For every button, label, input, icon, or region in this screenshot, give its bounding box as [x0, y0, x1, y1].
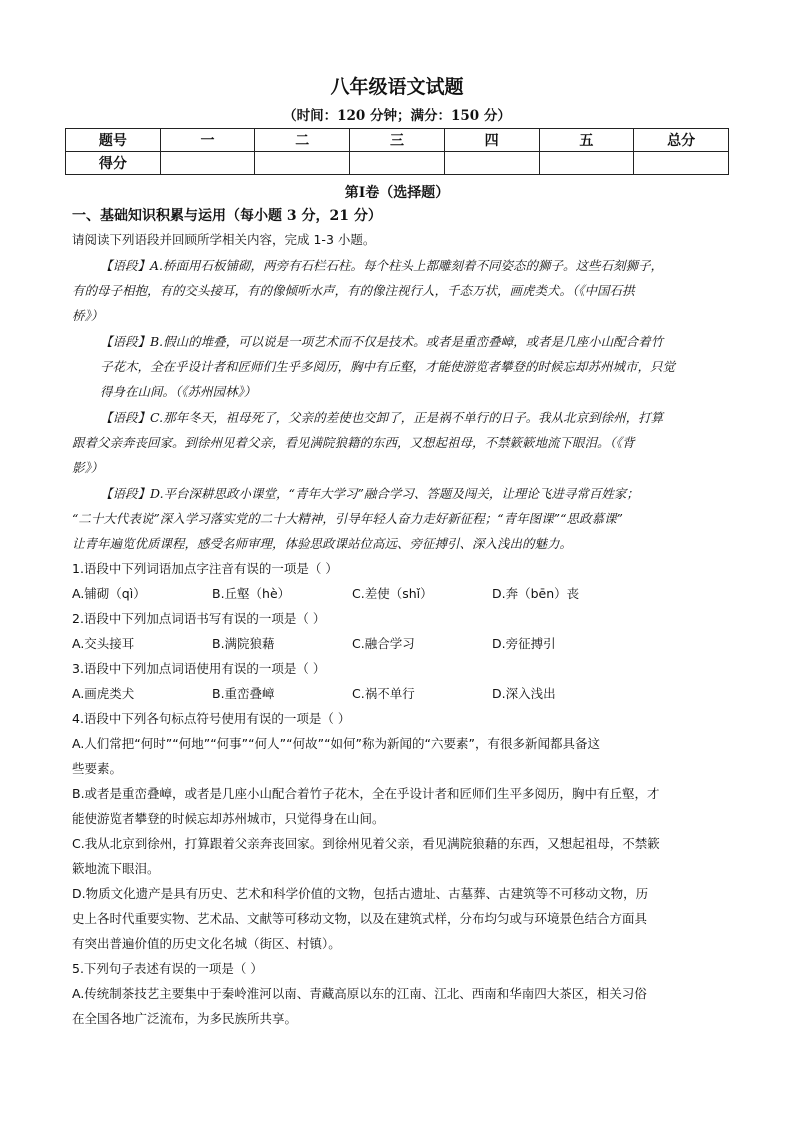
score-cell[interactable] [539, 152, 634, 175]
passage-a [72, 253, 730, 328]
passage-c [72, 405, 730, 480]
passage-b [72, 329, 730, 404]
option-b[interactable] [72, 781, 730, 831]
passage-line: 【语段】D.平台深耕思政小课堂，“青年大学习”融合学习、答题及闯关，让理论飞进寻常百姓家； [100, 486, 639, 501]
score-table-header: 一 [160, 129, 255, 152]
score-table-header: 二 [255, 129, 350, 152]
option-c[interactable] [72, 831, 730, 881]
score-table-header: 四 [444, 129, 539, 152]
option-a[interactable]: A.画虎类犬 [72, 686, 135, 701]
passage-line: 【语段】A.桥面用石板铺砌，两旁有石栏石柱。每个柱头上都雕刻着不同姿态的狮子。这些石刻狮子， [100, 258, 664, 273]
passage-line: 【语段】C.那年冬天，祖母死了，父亲的差使也交卸了，正是祸不单行的日子。我从北京到徐州，打算 [100, 410, 664, 425]
score-table [65, 128, 729, 175]
question-5 [72, 956, 730, 1031]
section-title: 第Ⅰ卷（选择题） [344, 185, 450, 201]
option-b[interactable]: B.重峦叠嶂 [212, 686, 275, 701]
page-title: 八年级语文试题 [330, 76, 464, 98]
option-c[interactable]: C.差使（shǐ） [352, 586, 433, 601]
option-d[interactable]: D.深入浅出 [492, 686, 556, 701]
question-options [72, 631, 730, 656]
score-table-header: 三 [350, 129, 445, 152]
passage-line: 子花木，全在乎设计者和匠师们生乎多阅历，胸中有丘壑，才能使游览者攀登的时候忘却苏州城市，只觉 [100, 359, 676, 374]
passage-line: “二十大代表说”深入学习落实党的二十大精神，引导年轻人奋力走好新征程；“青年图课”“思政慕课” [72, 511, 623, 526]
exam-time-score: （时间：120 分钟；满分：150 分） [283, 108, 511, 124]
option-d[interactable] [72, 881, 730, 956]
question-stem: 2.语段中下列加点词语书写有误的一项是（ ） [72, 611, 326, 626]
score-cell[interactable] [634, 152, 729, 175]
question-options [72, 681, 730, 706]
score-cell[interactable] [255, 152, 350, 175]
option-d[interactable]: D.奔（bēn）丧 [492, 586, 580, 601]
option-d[interactable]: D.旁征搏引 [492, 636, 556, 651]
option-a[interactable] [72, 731, 730, 781]
passage-line: 影》） [72, 460, 104, 475]
score-cell[interactable] [350, 152, 445, 175]
question-2 [72, 606, 730, 656]
option-line: 能使游览者攀登的时候忘却苏州城市，只觉得身在山间。 [72, 811, 385, 826]
score-table-label: 得分 [66, 152, 161, 175]
option-a[interactable]: A.交头接耳 [72, 636, 135, 651]
option-line: 簌地流下眼泪。 [72, 861, 160, 876]
passage-line: 让青年遍览优质课程，感受名师审理，体验思政课站位高远、旁征搏引、深入浅出的魅力。 [72, 536, 573, 551]
passage-line: 桥》） [72, 308, 104, 323]
question-4 [72, 706, 730, 956]
question-stem: 5.下列句子表述有误的一项是（ ） [72, 961, 263, 976]
option-b[interactable]: B.满院狼藉 [212, 636, 275, 651]
score-table-score-row [66, 152, 729, 175]
option-c[interactable]: C.祸不单行 [352, 686, 415, 701]
option-line: C.我从北京到徐州，打算跟着父亲奔丧回家。到徐州见着父亲，看见满院狼藉的东西，又想起祖母，不禁簌 [72, 836, 660, 851]
score-table-header: 五 [539, 129, 634, 152]
option-line: 有突出普遍价值的历史文化名城（街区、村镇）。 [72, 936, 341, 951]
option-line: A.人们常把“何时”“何地”“何事”“何人”“何故”“如何”称为新闻的“六要素”，有很多新闻都具备这 [72, 736, 600, 751]
question-1 [72, 556, 730, 606]
passage-line: 跟着父亲奔丧回家。到徐州见着父亲，看见满院狼籍的东西，又想起祖母，不禁簌簌地流下眼泪。（《背 [72, 435, 635, 450]
option-line: 些要素。 [72, 761, 123, 776]
question-stem: 3.语段中下列加点词语使用有误的一项是（ ） [72, 661, 326, 676]
passage-d [72, 481, 730, 556]
option-a[interactable]: A.铺砌（qì） [72, 586, 146, 601]
option-a[interactable] [72, 981, 730, 1031]
question-options [72, 581, 730, 606]
question-stem: 4.语段中下列各句标点符号使用有误的一项是（ ） [72, 711, 351, 726]
passage-line: 得身在山间。（《苏州园林》） [100, 384, 257, 399]
score-table-header: 总分 [634, 129, 729, 152]
passage-line: 【语段】B.假山的堆叠，可以说是一项艺术而不仅是技术。或者是重峦叠嶂，或者是几座小山配合着竹 [100, 334, 664, 349]
score-table-header-row [66, 129, 729, 152]
intro-text: 请阅读下列语段并回顾所学相关内容，完成 1-3 小题。 [72, 232, 376, 247]
score-cell[interactable] [160, 152, 255, 175]
content [72, 205, 730, 1031]
passage-line: 有的母子相抱，有的交头接耳，有的像倾听水声，有的像注视行人，千态万状，画虎类犬。（《中国石拱 [72, 283, 635, 298]
part-heading: 一、基础知识积累与运用（每小题 3 分，21 分） [72, 208, 382, 224]
option-b[interactable]: B.丘壑（hè） [212, 586, 291, 601]
question-3 [72, 656, 730, 706]
option-c[interactable]: C.融合学习 [352, 636, 415, 651]
option-line: 在全国各地广泛流布，为多民族所共享。 [72, 1011, 298, 1026]
option-line: A.传统制茶技艺主要集中于秦岭淮河以南、青藏高原以东的江南、江北、西南和华南四大茶区，相关习俗 [72, 986, 647, 1001]
question-stem: 1.语段中下列词语加点字注音有误的一项是（ ） [72, 561, 338, 576]
option-line: D.物质文化遗产是具有历史、艺术和科学价值的文物，包括古遗址、古墓葬、古建筑等不可移动文物，历 [72, 886, 649, 901]
option-line: B.或者是重峦叠嶂，或者是几座小山配合着竹子花木，全在乎设计者和匠师们生平多阅历，胸中有丘壑，才 [72, 786, 660, 801]
score-table-label: 题号 [66, 129, 161, 152]
option-line: 史上各时代重要实物、艺术品、文献等可移动文物，以及在建筑式样，分布均匀或与环境景色结合方面具 [72, 911, 648, 926]
score-cell[interactable] [444, 152, 539, 175]
